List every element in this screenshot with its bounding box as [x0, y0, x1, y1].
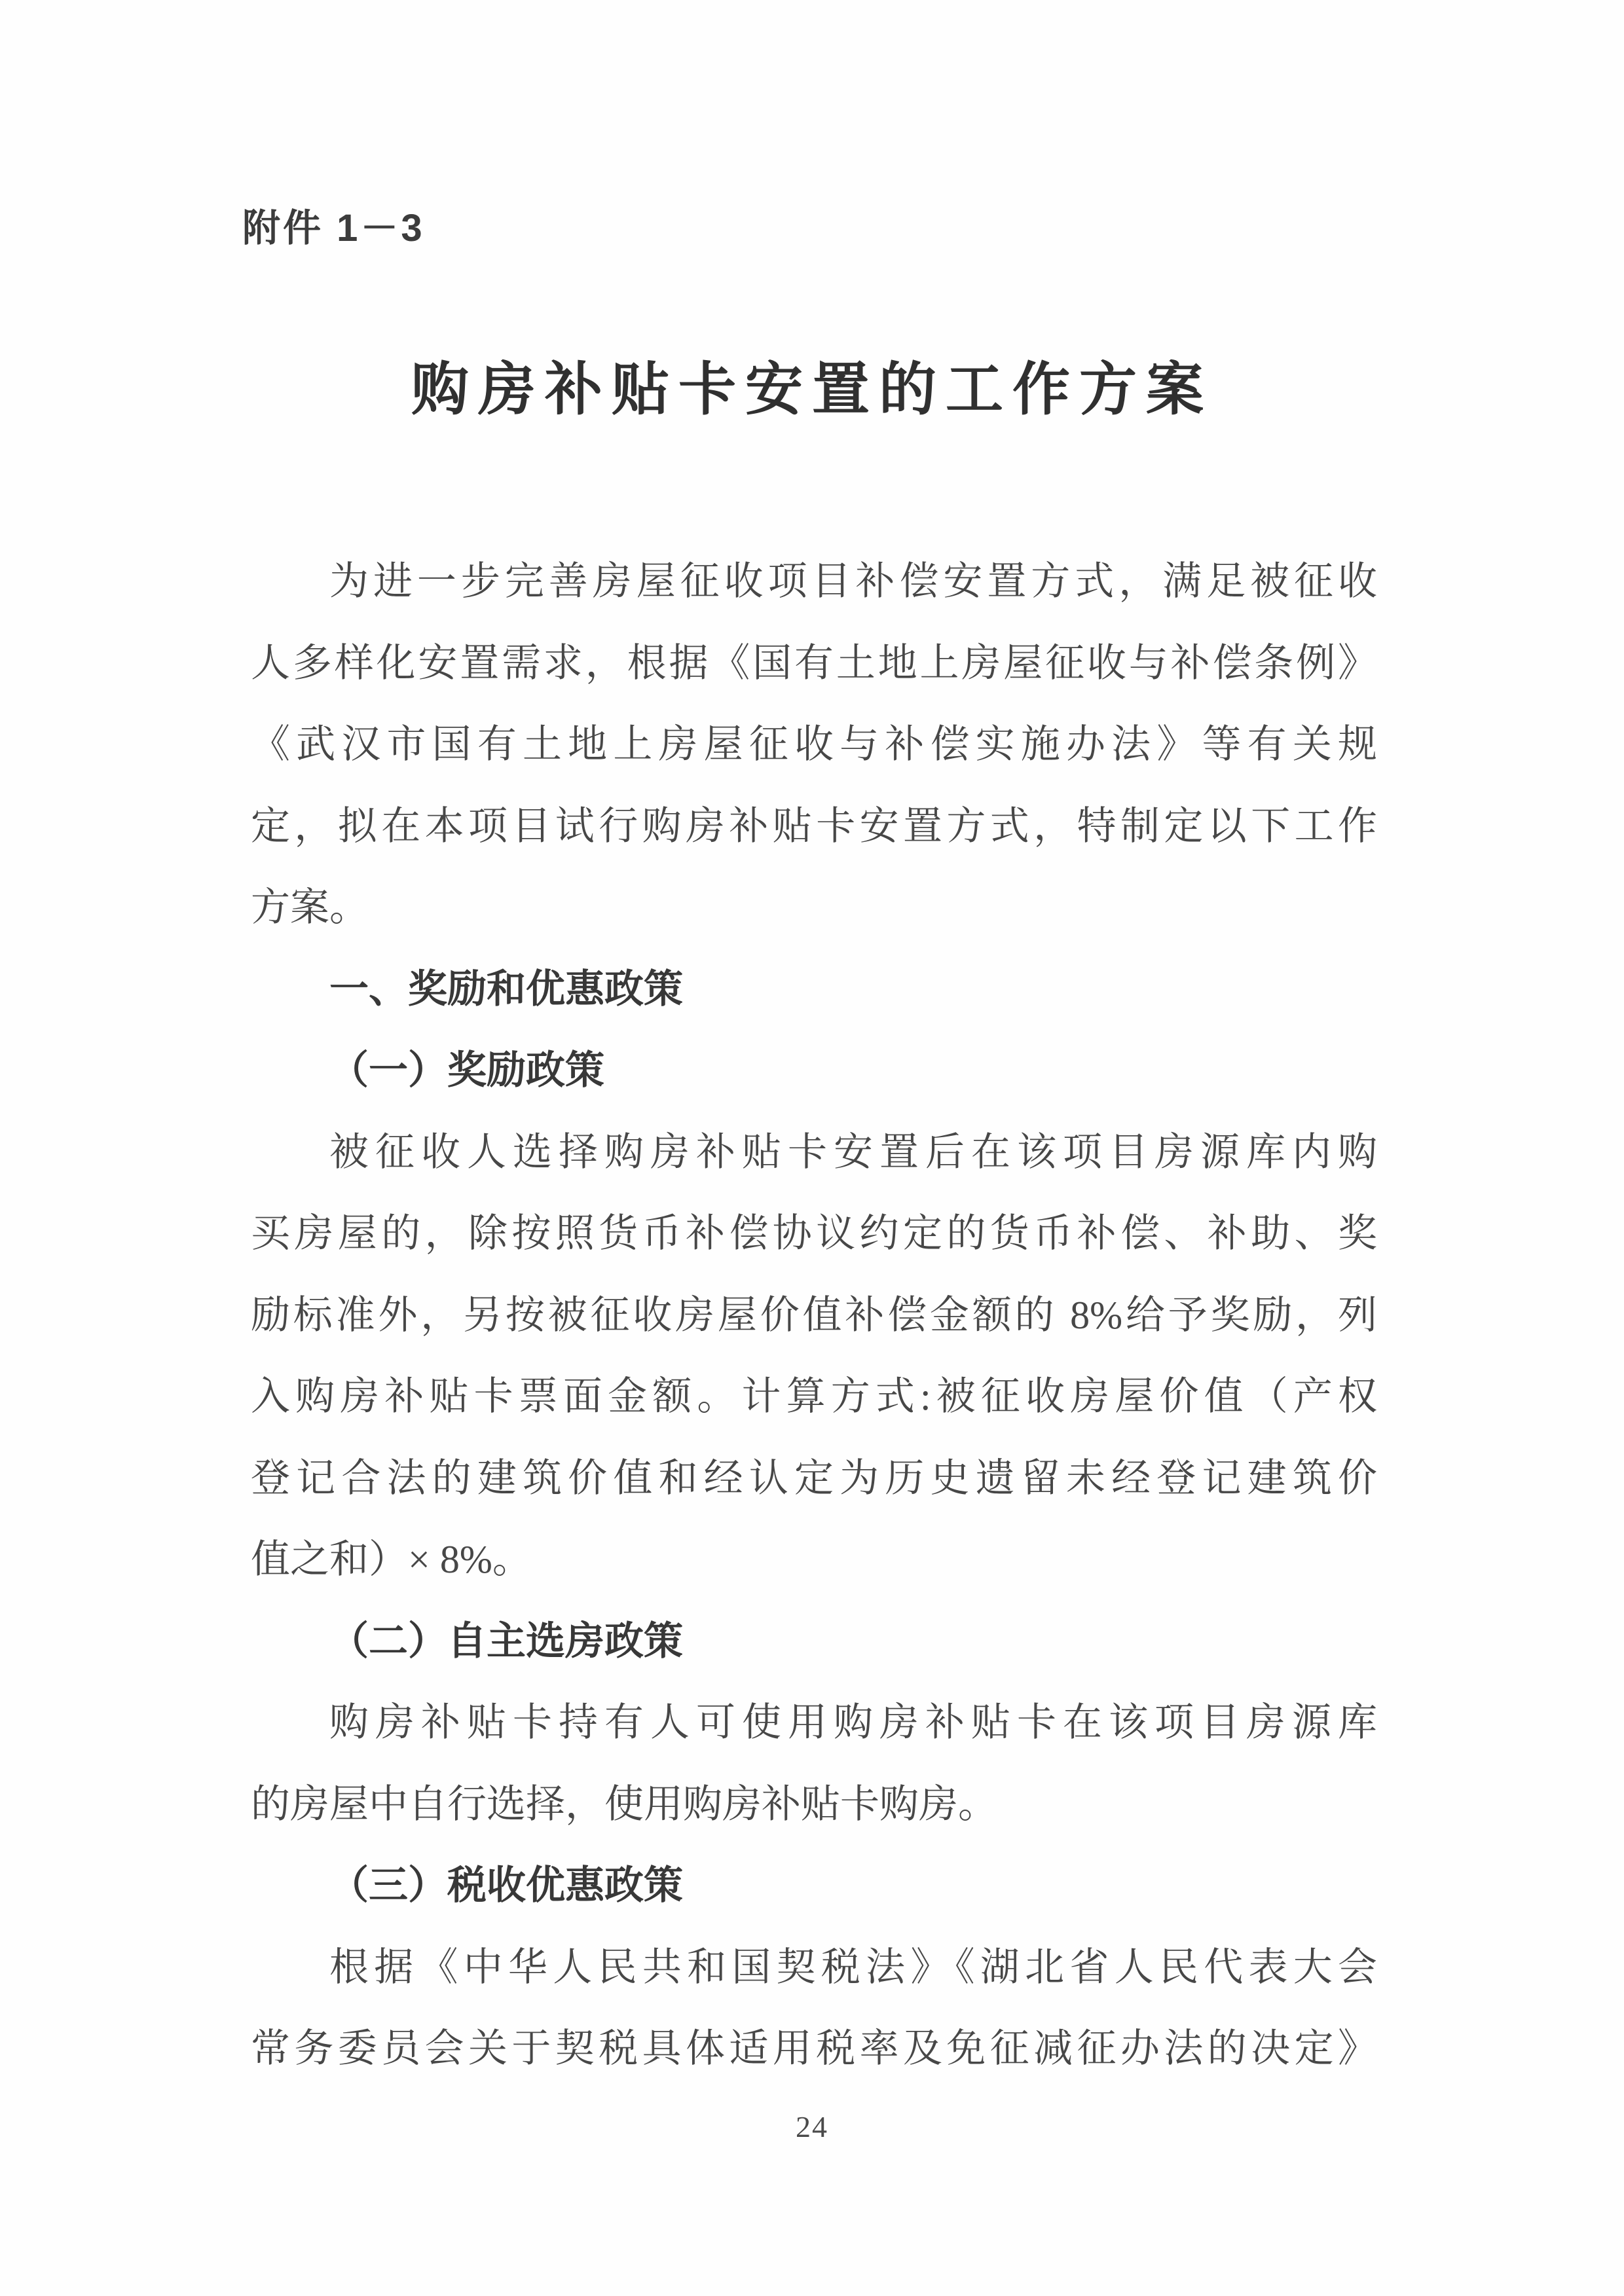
- paragraph-line: 励标准外，另按被征收房屋价值补偿金额的 8%给予奖励，列: [251, 1293, 1377, 1337]
- paragraph-line: 《武汉市国有土地上房屋征收与补偿实施办法》等有关规: [251, 723, 1377, 766]
- document-title: 购房补贴卡安置的工作方案: [411, 359, 1213, 422]
- page-number: 24: [796, 2110, 828, 2143]
- paragraph-line: 被征收人选择购房补贴卡安置后在该项目房源库内购: [329, 1130, 1377, 1174]
- paragraph-line: 购房补贴卡持有人可使用购房补贴卡在该项目房源库: [329, 1701, 1377, 1744]
- subsection-heading: （二）自主选房政策: [329, 1619, 683, 1663]
- attachment-label: 附件 1－3: [242, 207, 425, 249]
- paragraph-line: 方案。: [251, 886, 369, 929]
- paragraph-line: 入购房补贴卡票面金额。计算方式:被征收房屋价值（产权: [251, 1375, 1377, 1418]
- paragraph-line: 为进一步完善房屋征收项目补偿安置方式，满足被征收: [329, 560, 1377, 603]
- subsection-heading: （三）税收优惠政策: [329, 1864, 683, 1907]
- section-heading: 一、奖励和优惠政策: [329, 966, 683, 1011]
- subsection-heading: （一）奖励政策: [329, 1049, 604, 1092]
- paragraph-line: 根据《中华人民共和国契税法》《湖北省人民代表大会: [329, 1945, 1377, 1989]
- paragraph-line: 定，拟在本项目试行购房补贴卡安置方式，特制定以下工作: [251, 804, 1377, 848]
- paragraph-line: 常务委员会关于契税具体适用税率及免征减征办法的决定》: [251, 2027, 1377, 2070]
- paragraph-line: 的房屋中自行选择，使用购房补贴卡购房。: [251, 1782, 997, 1826]
- paragraph-line: 登记合法的建筑价值和经认定为历史遗留未经登记建筑价: [251, 1456, 1377, 1500]
- paragraph-line: 人多样化安置需求，根据《国有土地上房屋征收与补偿条例》: [251, 641, 1377, 685]
- paragraph-line: 值之和）× 8%。: [251, 1538, 532, 1581]
- paragraph-line: 买房屋的，除按照货币补偿协议约定的货币补偿、补助、奖: [251, 1212, 1377, 1255]
- document-body: [251, 541, 1377, 2090]
